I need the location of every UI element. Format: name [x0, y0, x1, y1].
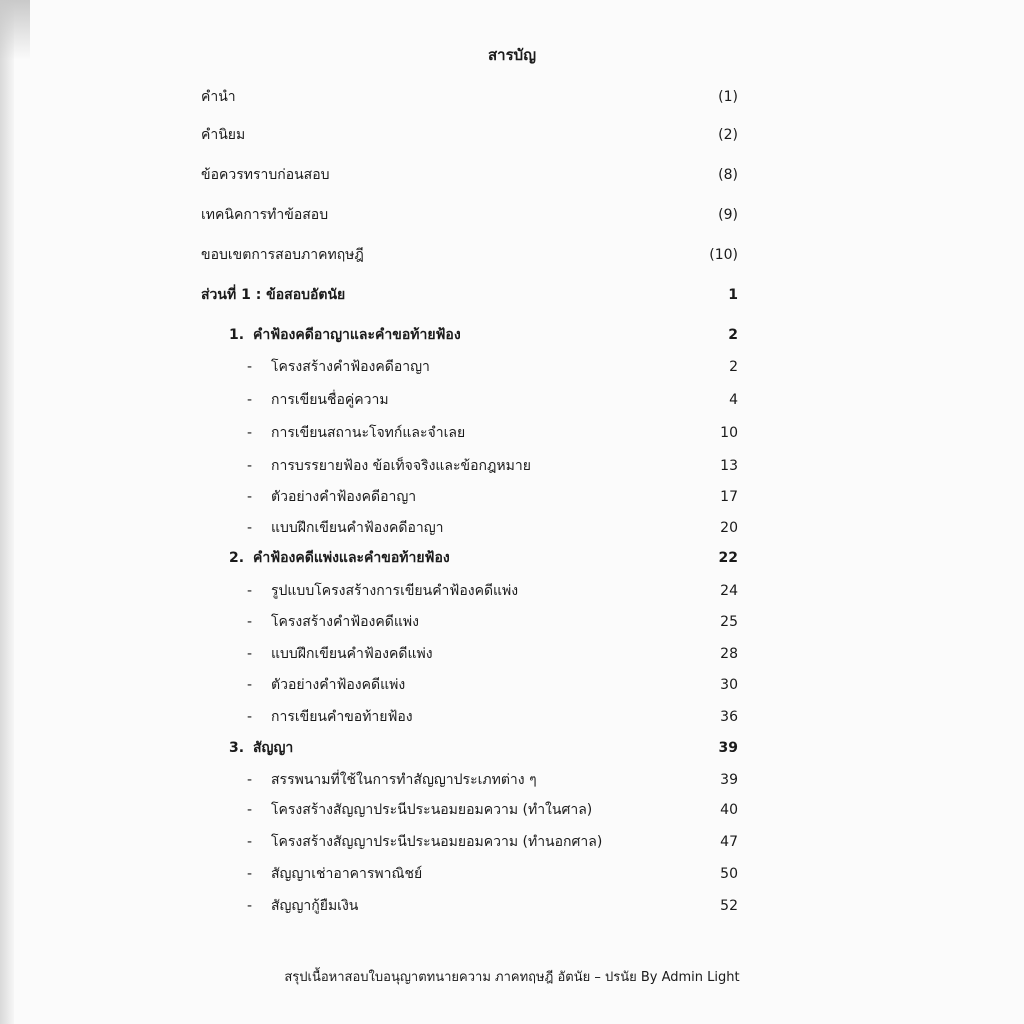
- bullet-dash: -: [247, 614, 253, 630]
- subitem-label: สัญญากู้ยืมเงิน: [271, 898, 359, 914]
- toc-page-number: (8): [718, 167, 738, 183]
- subitem-label: สรรพนามที่ใช้ในการทำสัญญาประเภทต่าง ๆ: [271, 772, 537, 788]
- toc-subitem: [247, 645, 433, 663]
- toc-entry: ขอบเขตการสอบภาคทฤษฎี: [201, 247, 364, 263]
- toc-subitem: [247, 358, 430, 376]
- toc-entry: ข้อควรทราบก่อนสอบ: [201, 167, 330, 183]
- subitem-label: การเขียนคำขอท้ายฟ้อง: [271, 709, 413, 725]
- toc-subitem: [247, 424, 465, 442]
- section-page-number: 39: [718, 740, 738, 756]
- subitem-page-number: 28: [720, 646, 738, 662]
- subitem-page-number: 4: [729, 392, 738, 408]
- section-number: 3.: [229, 740, 245, 756]
- toc-page-number: (9): [718, 207, 738, 223]
- part-heading: ส่วนที่ 1 : ข้อสอบอัตนัย: [201, 287, 346, 303]
- subitem-page-number: 40: [720, 802, 738, 818]
- subitem-label: การเขียนชื่อคู่ความ: [271, 392, 389, 408]
- subitem-page-number: 50: [720, 866, 738, 882]
- subitem-label: การเขียนสถานะโจทก์และจำเลย: [271, 425, 466, 441]
- subitem-page-number: 47: [720, 834, 738, 850]
- toc-subitem: [247, 897, 358, 915]
- bullet-dash: -: [247, 520, 253, 536]
- subitem-label: แบบฝึกเขียนคำฟ้องคดีแพ่ง: [271, 646, 433, 662]
- bullet-dash: -: [247, 772, 253, 788]
- subitem-page-number: 20: [720, 520, 738, 536]
- subitem-page-number: 24: [720, 583, 738, 599]
- subitem-page-number: 10: [720, 425, 738, 441]
- section-heading: [229, 326, 461, 344]
- subitem-page-number: 17: [720, 489, 738, 505]
- toc-subitem: [247, 488, 416, 506]
- section-number: 2.: [229, 550, 245, 566]
- section-title: คำฟ้องคดีแพ่งและคำขอท้ายฟ้อง: [253, 550, 450, 566]
- subitem-label: โครงสร้างสัญญาประนีประนอมยอมความ (ทำในศาล): [271, 802, 593, 818]
- subitem-label: โครงสร้างคำฟ้องคดีแพ่ง: [271, 614, 419, 630]
- bullet-dash: -: [247, 646, 253, 662]
- bullet-dash: -: [247, 583, 253, 599]
- toc-subitem: [247, 457, 531, 475]
- section-heading: [229, 549, 450, 567]
- subitem-page-number: 13: [720, 458, 738, 474]
- toc-subitem: [247, 613, 419, 631]
- page-footer: สรุปเนื้อหาสอบใบอนุญาตทนายความ ภาคทฤษฎี อัตนัย – ปรนัย By Admin Light: [284, 970, 740, 985]
- subitem-label: แบบฝึกเขียนคำฟ้องคดีอาญา: [271, 520, 444, 536]
- toc-subitem: [247, 519, 444, 537]
- toc-subitem: [247, 391, 389, 409]
- subitem-page-number: 36: [720, 709, 738, 725]
- subitem-label: โครงสร้างสัญญาประนีประนอมยอมความ (ทำนอกศาล): [271, 834, 603, 850]
- part-page-number: 1: [728, 287, 738, 303]
- toc-page-number: (1): [718, 89, 738, 105]
- subitem-label: รูปแบบโครงสร้างการเขียนคำฟ้องคดีแพ่ง: [271, 583, 519, 599]
- bullet-dash: -: [247, 866, 253, 882]
- toc-entry: คำนิยม: [201, 127, 246, 143]
- section-title: คำฟ้องคดีอาญาและคำขอท้ายฟ้อง: [253, 327, 461, 343]
- subitem-page-number: 25: [720, 614, 738, 630]
- section-page-number: 22: [718, 550, 738, 566]
- toc-subitem: [247, 801, 592, 819]
- subitem-page-number: 52: [720, 898, 738, 914]
- toc-subitem: [247, 708, 413, 726]
- page-title: สารบัญ: [488, 46, 536, 64]
- toc-page-number: (2): [718, 127, 738, 143]
- bullet-dash: -: [247, 677, 253, 693]
- subitem-label: สัญญาเช่าอาคารพาณิชย์: [271, 866, 423, 882]
- section-number: 1.: [229, 327, 245, 343]
- toc-page-number: (10): [709, 247, 738, 263]
- section-heading: [229, 739, 293, 757]
- toc-subitem: [247, 833, 602, 851]
- bullet-dash: -: [247, 898, 253, 914]
- section-title: สัญญา: [253, 740, 294, 756]
- subitem-page-number: 30: [720, 677, 738, 693]
- toc-subitem: [247, 676, 405, 694]
- bullet-dash: -: [247, 802, 253, 818]
- section-page-number: 2: [728, 327, 738, 343]
- subitem-page-number: 39: [720, 772, 738, 788]
- subitem-label: โครงสร้างคำฟ้องคดีอาญา: [271, 359, 430, 375]
- bullet-dash: -: [247, 489, 253, 505]
- toc-subitem: [247, 865, 422, 883]
- bullet-dash: -: [247, 425, 253, 441]
- toc-entry: คำนำ: [201, 89, 236, 105]
- subitem-label: การบรรยายฟ้อง ข้อเท็จจริงและข้อกฎหมาย: [271, 458, 531, 474]
- subitem-page-number: 2: [729, 359, 738, 375]
- bullet-dash: -: [247, 458, 253, 474]
- bullet-dash: -: [247, 359, 253, 375]
- bullet-dash: -: [247, 834, 253, 850]
- toc-entry: เทคนิคการทำข้อสอบ: [201, 207, 329, 223]
- toc-subitem: [247, 771, 537, 789]
- bullet-dash: -: [247, 392, 253, 408]
- subitem-label: ตัวอย่างคำฟ้องคดีอาญา: [271, 489, 417, 505]
- bullet-dash: -: [247, 709, 253, 725]
- subitem-label: ตัวอย่างคำฟ้องคดีแพ่ง: [271, 677, 406, 693]
- toc-subitem: [247, 582, 518, 600]
- page-edge-shadow: [0, 0, 14, 1024]
